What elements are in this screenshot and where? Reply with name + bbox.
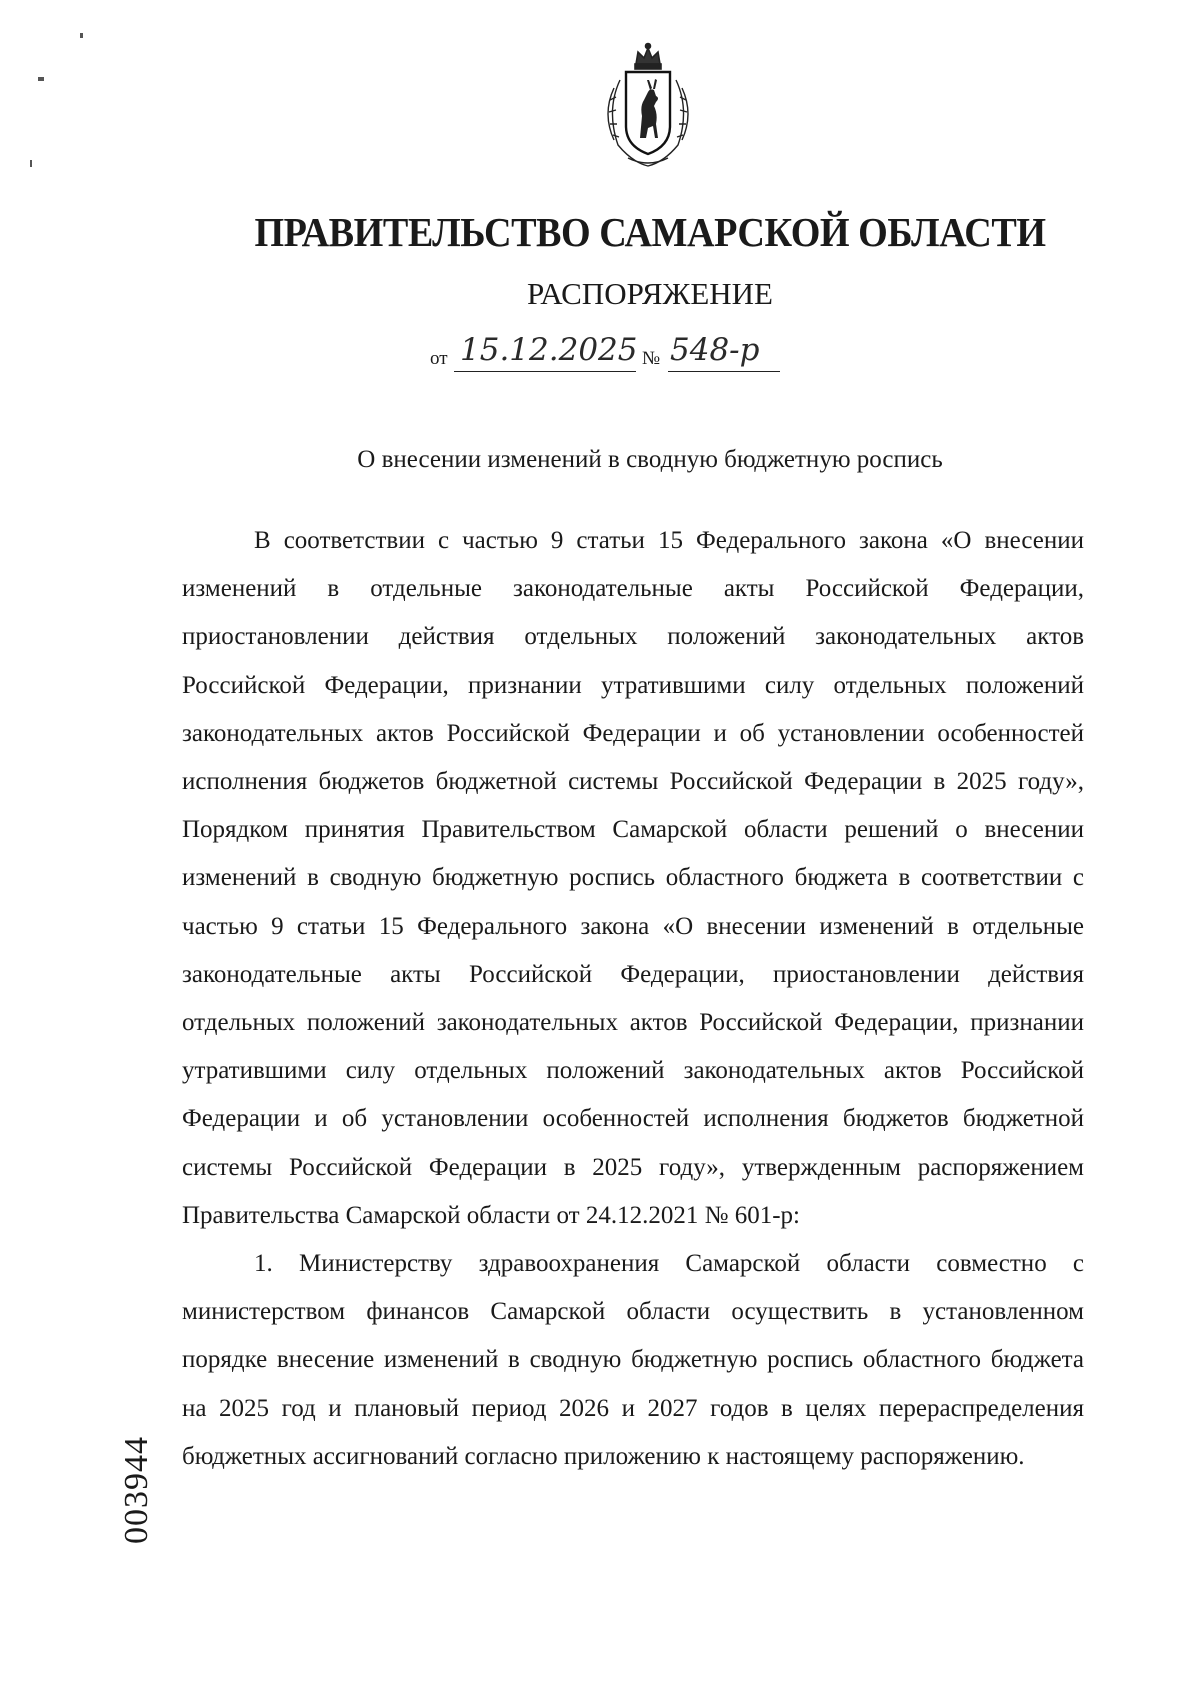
- number-underline: [668, 371, 780, 372]
- body-paragraph: 1. Министерству здравоохранения Самарской области совместно с министерством финансов Самарской области осуществить в установленном порядке внесение изменений в сводную бюджетную роспись областного бюджета на 2025 год и плановый период 2026 и 2027 годов в целях перераспределения бюджетных ассигнований согласно приложению к настоящему распоряжению.: [182, 1250, 1084, 1470]
- document-type: РАСПОРЯЖЕНИЕ: [527, 276, 773, 311]
- stamp-number: 003944: [118, 1436, 155, 1544]
- date-underline: [454, 371, 636, 372]
- date-prefix: от: [430, 348, 448, 369]
- document-body: [182, 517, 1084, 1481]
- document-date: 15.12.2025: [460, 332, 638, 368]
- document-number: 548-р: [670, 332, 760, 368]
- document-number-line: [430, 334, 850, 378]
- scan-speck: [30, 160, 32, 167]
- document-subject: О внесении изменений в сводную бюджетную роспись: [357, 446, 943, 473]
- scan-speck: [80, 33, 83, 38]
- organization-title: ПРАВИТЕЛЬСТВО САМАРСКОЙ ОБЛАСТИ: [254, 209, 1046, 255]
- scan-speck: [38, 77, 44, 81]
- number-prefix: №: [642, 348, 661, 369]
- coat-of-arms-icon: [598, 40, 698, 170]
- body-paragraph: В соответствии с частью 9 статьи 15 Федерального закона «О внесении изменений в отдельные законодательные акты Российской Федерации, приостановлении действия отдельных положений законодательных актов Российской Федерации, признании утратившими силу отдельных положений законодательных актов Российской Федерации и об установлении особенностей исполнения бюджетов бюджетной системы Российской Федерации в 2025 году», Порядком принятия Правительством Самарской области решений о внесении изменений в сводную бюджетную роспись областного бюджета в соответствии с частью 9 статьи 15 Федерального закона «О внесении изменений в отдельные законодательные акты Российской Федерации, приостановлении действия отдельных положений законодательных актов Российской Федерации, признании утратившими силу отдельных положений законодательных актов Российской Федерации и об установлении особенностей исполнения бюджетов бюджетной системы Российской Федерации в 2025 году», утвержденным распоряжением Правительства Самарской области от 24.12.2021 № 601-р:: [182, 527, 1084, 1229]
